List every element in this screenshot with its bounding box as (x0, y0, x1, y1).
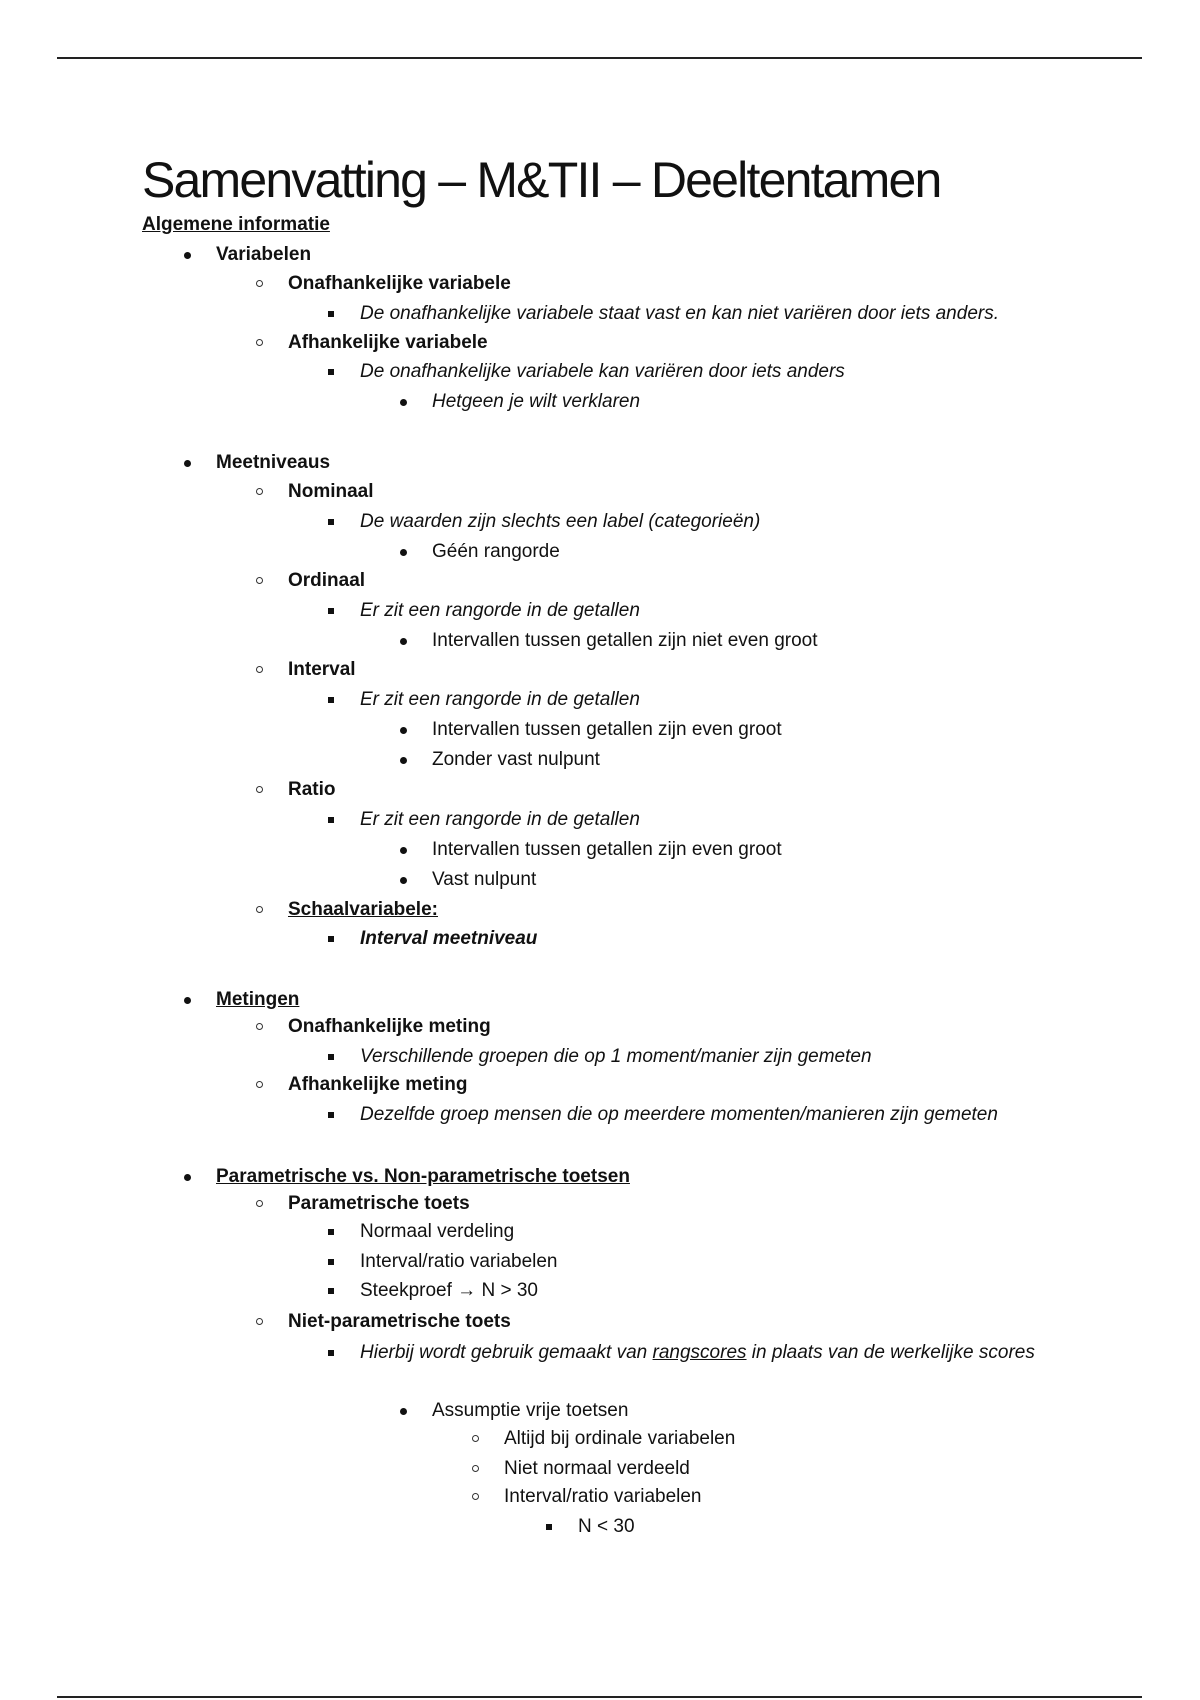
list-item-text: Intervallen tussen getallen zijn even groot (432, 839, 782, 860)
list-item-text: Hierbij wordt gebruik gemaakt van (360, 1342, 653, 1363)
list-item-nominaal (288, 480, 374, 504)
list-item-label: Interval (288, 659, 356, 680)
list-item-label: Meetniveaus (216, 452, 331, 473)
list-item-desc (360, 1045, 872, 1069)
list-item-sub (578, 1515, 635, 1539)
bullet-dot-icon (184, 460, 191, 467)
bullet-circle-icon (256, 1023, 263, 1030)
list-item-label: Ordinaal (288, 570, 366, 591)
list-item-text: in plaats van de werkelijke scores (746, 1342, 1035, 1363)
list-item-desc (360, 1250, 558, 1274)
footer-rule (57, 1696, 1142, 1698)
list-item-label: Afhankelijke variabele (288, 332, 488, 353)
list-item-text: De onafhankelijke variabele staat vast en kan niet variëren door iets anders. (360, 303, 999, 324)
bullet-square-icon (328, 1054, 334, 1060)
list-item-text: Assumptie vrije toetsen (432, 1400, 629, 1421)
list-item-text: Interval/ratio variabelen (504, 1486, 702, 1507)
list-item-text: Verschillende groepen die op 1 moment/manier zijn gemeten (360, 1046, 872, 1067)
list-item-desc (360, 1103, 998, 1127)
list-item-text-underlined: rangscores (652, 1342, 747, 1363)
bullet-dot-icon (400, 1408, 407, 1415)
list-item-text: Hetgeen je wilt verklaren (432, 391, 641, 412)
document-title: Samenvatting – M&TII – Deeltentamen (142, 152, 941, 208)
list-item-desc (360, 927, 537, 951)
bullet-dot-icon (400, 638, 407, 645)
bullet-circle-icon (472, 1435, 479, 1442)
list-item-sub (432, 540, 560, 564)
list-item-desc (360, 1338, 1040, 1368)
list-item-sub (504, 1485, 702, 1509)
list-item-sub (432, 838, 782, 862)
list-item-variabelen (216, 243, 311, 267)
bullet-dot-icon (400, 399, 407, 406)
list-item-sub (432, 718, 782, 742)
bullet-dot-icon (184, 252, 191, 259)
list-item-label: Parametrische vs. Non-parametrische toetsen (216, 1166, 630, 1187)
bullet-circle-icon (256, 666, 263, 673)
bullet-square-icon (328, 1288, 334, 1294)
bullet-circle-icon (256, 1200, 263, 1207)
list-item-text: Intervallen tussen getallen zijn niet even groot (432, 630, 818, 651)
list-item-desc (360, 1279, 538, 1303)
list-item-sub (432, 868, 536, 892)
section-heading: Algemene informatie (142, 214, 330, 235)
list-item-label: Afhankelijke meting (288, 1074, 468, 1095)
list-item-label: Schaalvariabele: (288, 899, 438, 920)
bullet-square-icon (328, 697, 334, 703)
list-item-desc (360, 360, 845, 384)
bullet-circle-icon (256, 786, 263, 793)
list-item-text: Altijd bij ordinale variabelen (504, 1428, 736, 1449)
bullet-dot-icon (184, 997, 191, 1004)
list-item-afhankelijke-variabele (288, 331, 488, 355)
bullet-circle-icon (256, 1318, 263, 1325)
list-item-meetniveaus (216, 451, 330, 475)
bullet-square-icon (328, 1229, 334, 1235)
list-item-text: Zonder vast nulpunt (432, 749, 600, 770)
bullet-square-icon (328, 1350, 334, 1356)
list-item-desc (360, 510, 760, 534)
list-item-ordinaal (288, 569, 365, 593)
bullet-square-icon (328, 1259, 334, 1265)
list-item-afhankelijke-meting (288, 1073, 468, 1097)
bullet-circle-icon (256, 1081, 263, 1088)
bullet-circle-icon (256, 339, 263, 346)
list-item-text: Géén rangorde (432, 541, 560, 562)
list-item-text: Er zit een rangorde in de getallen (360, 689, 640, 710)
list-item-desc (360, 1220, 514, 1244)
list-item-sub (504, 1427, 735, 1451)
bullet-circle-icon (472, 1493, 479, 1500)
bullet-square-icon (328, 936, 334, 942)
list-item-sub (504, 1457, 690, 1481)
bullet-square-icon (328, 608, 334, 614)
list-item-desc (360, 688, 640, 712)
list-item-text: Dezelfde groep mensen die op meerdere momenten/manieren zijn gemeten (360, 1104, 998, 1125)
list-item-text: De waarden zijn slechts een label (categorieën) (360, 511, 761, 532)
list-item-sub (432, 629, 818, 653)
list-item-label: Niet-parametrische toets (288, 1311, 511, 1332)
list-item-text: N < 30 (578, 1516, 635, 1537)
list-item-label: Metingen (216, 989, 300, 1010)
bullet-dot-icon (400, 757, 407, 764)
bullet-circle-icon (472, 1465, 479, 1472)
list-item-ratio (288, 778, 336, 802)
list-item-text: Interval/ratio variabelen (360, 1251, 558, 1272)
list-item-schaalvariabele (288, 898, 438, 922)
list-item-label: Ratio (288, 779, 336, 800)
list-item-text: Vast nulpunt (432, 869, 537, 890)
bullet-circle-icon (256, 577, 263, 584)
list-item-interval (288, 658, 356, 682)
list-item-text: Steekproef → N > 30 (360, 1280, 538, 1301)
list-item-sub (432, 390, 640, 414)
list-item-text: Er zit een rangorde in de getallen (360, 809, 640, 830)
bullet-square-icon (328, 817, 334, 823)
list-item-label: Variabelen (216, 244, 312, 265)
bullet-square-icon (328, 311, 334, 317)
list-item-label: Nominaal (288, 481, 374, 502)
header-rule (57, 57, 1142, 59)
list-item-onafhankelijke-variabele (288, 272, 511, 296)
bullet-circle-icon (256, 280, 263, 287)
list-item-text: Intervallen tussen getallen zijn even groot (432, 719, 782, 740)
list-item-label: Onafhankelijke meting (288, 1016, 491, 1037)
bullet-dot-icon (400, 877, 407, 884)
bullet-dot-icon (400, 549, 407, 556)
list-item-label: Parametrische toets (288, 1193, 470, 1214)
list-item-desc (360, 808, 640, 832)
list-item-desc (360, 599, 640, 623)
list-item-label: Onafhankelijke variabele (288, 273, 511, 294)
list-item-parametrische-toets (288, 1192, 470, 1216)
bullet-circle-icon (256, 488, 263, 495)
list-item-niet-parametrische-toets (288, 1310, 511, 1334)
list-item-toetsen (216, 1165, 630, 1189)
list-item-text: Interval meetniveau (360, 928, 538, 949)
list-item-text: Er zit een rangorde in de getallen (360, 600, 640, 621)
bullet-dot-icon (400, 847, 407, 854)
bullet-square-icon (328, 519, 334, 525)
bullet-square-icon (328, 369, 334, 375)
list-item-sub (432, 1399, 628, 1423)
bullet-square-icon (546, 1524, 552, 1530)
bullet-dot-icon (184, 1174, 191, 1181)
list-item-desc (360, 302, 999, 326)
bullet-square-icon (328, 1112, 334, 1118)
list-item-text: Normaal verdeling (360, 1221, 515, 1242)
list-item-text: Niet normaal verdeeld (504, 1458, 690, 1479)
list-item-onafhankelijke-meting (288, 1015, 491, 1039)
list-item-metingen (216, 988, 299, 1012)
list-item-sub (432, 748, 600, 772)
bullet-dot-icon (400, 727, 407, 734)
list-item-text: De onafhankelijke variabele kan variëren door iets anders (360, 361, 845, 382)
bullet-circle-icon (256, 906, 263, 913)
